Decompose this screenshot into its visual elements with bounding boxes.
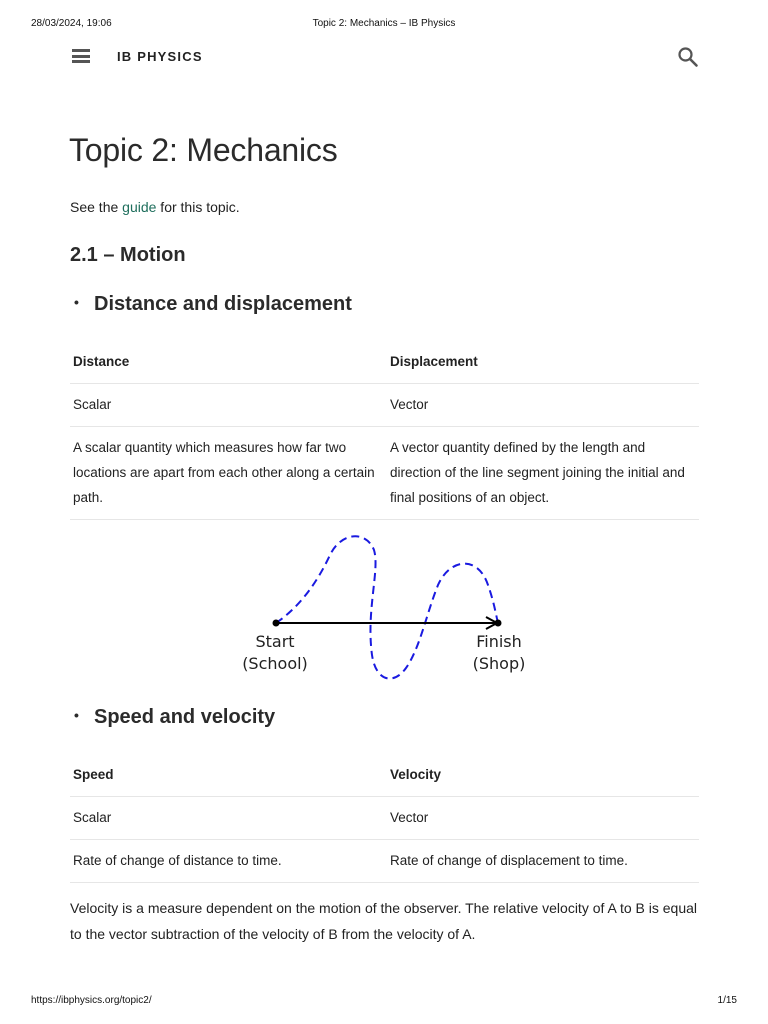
bullet-icon: • (74, 294, 79, 310)
table-row (70, 840, 699, 883)
velocity-paragraph: Velocity is a measure dependent on the motion of the observer. The relative velocity of A to B is equal to the vector subtraction of the velocity of B from the velocity of A. (70, 900, 698, 942)
finish-label: Finish (476, 632, 522, 651)
subsection-title: Distance and displacement (94, 293, 352, 315)
table-cell: Scalar (70, 384, 387, 427)
site-title[interactable]: IB PHYSICS (117, 49, 203, 64)
intro-text (70, 199, 240, 215)
table-cell: Scalar (70, 797, 387, 840)
table-cell: Vector (387, 384, 699, 427)
finish-point (495, 620, 502, 627)
print-url: https://ibphysics.org/topic2/ (31, 995, 152, 1006)
start-sublabel: (School) (242, 654, 308, 673)
page-indicator: 1/15 (717, 995, 737, 1006)
speed-velocity-table (70, 754, 699, 883)
table-cell: Rate of change of displacement to time. (387, 840, 699, 883)
start-point (273, 620, 280, 627)
finish-sublabel: (Shop) (472, 654, 526, 673)
distance-displacement-figure (238, 530, 528, 685)
table-header-cell: Velocity (387, 754, 699, 797)
print-doc-title: Topic 2: Mechanics – IB Physics (312, 18, 456, 29)
table-header-row (70, 341, 699, 384)
table-row (70, 797, 699, 840)
distance-path (276, 536, 498, 678)
table-header-cell: Speed (70, 754, 387, 797)
table-header-row (70, 754, 699, 797)
section-heading: 2.1 – Motion (70, 244, 186, 266)
table-cell: A scalar quantity which measures how far two locations are apart from each other along a certain path. (70, 427, 387, 520)
search-icon[interactable] (677, 46, 699, 68)
print-datetime: 28/03/2024, 19:06 (31, 18, 112, 29)
intro-before: See the (70, 199, 123, 215)
subsection-heading-distance (74, 293, 352, 316)
subsection-heading-speed (74, 706, 275, 729)
intro-after: for this topic. (156, 199, 240, 215)
table-cell: A vector quantity defined by the length and direction of the line segment joining the initial and final positions of an object. (387, 427, 699, 520)
hamburger-menu-icon[interactable] (72, 49, 90, 63)
print-header (0, 18, 768, 32)
table-cell: Vector (387, 797, 699, 840)
table-row (70, 427, 699, 520)
table-cell: Rate of change of distance to time. (70, 840, 387, 883)
table-row (70, 384, 699, 427)
distance-displacement-table (70, 341, 699, 520)
table-header-cell: Distance (70, 341, 387, 384)
site-header (0, 44, 768, 74)
start-label: Start (255, 632, 295, 651)
print-footer (0, 995, 768, 1009)
subsection-title: Speed and velocity (94, 706, 276, 728)
guide-link[interactable]: guide (122, 199, 157, 215)
bullet-icon: • (74, 707, 79, 723)
table-header-cell: Displacement (387, 341, 699, 384)
page-title: Topic 2: Mechanics (69, 132, 338, 168)
